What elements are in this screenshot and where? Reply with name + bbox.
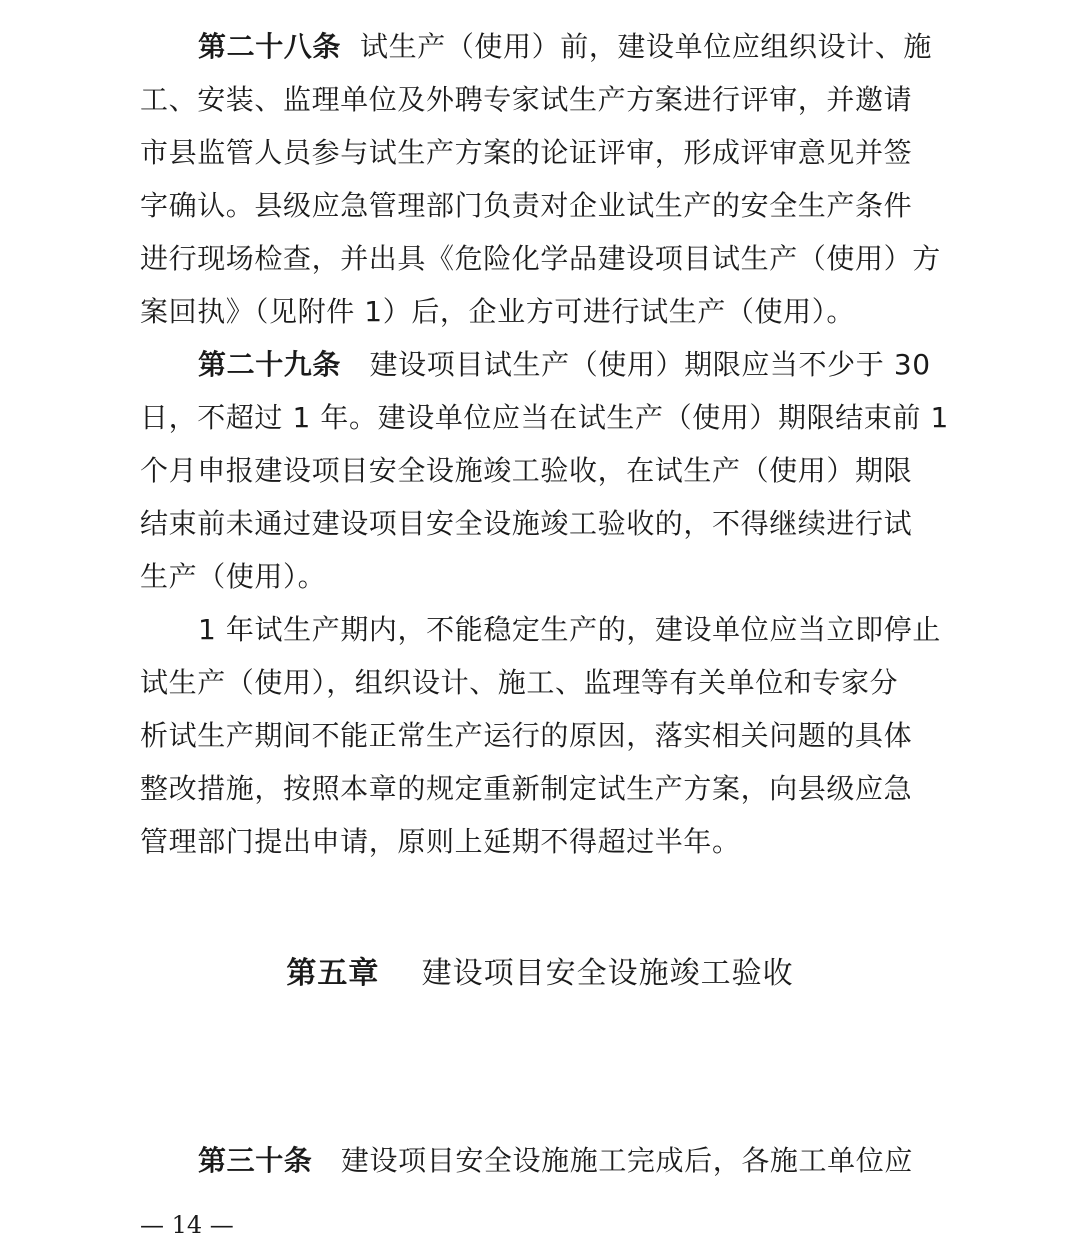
article-29-label: 第二十九条 — [198, 348, 342, 381]
article-28-text-1: 试生产（使用）前，建设单位应组织设计、施 — [360, 30, 933, 63]
trial-paragraph-line-4: 整改措施，按照本章的规定重新制定试生产方案，向县级应急 — [140, 772, 913, 805]
article-28-line-1 — [198, 30, 932, 64]
article-29-line-5: 生产（使用）。 — [140, 560, 327, 593]
article-29-line-4: 结束前未通过建设项目安全设施竣工验收的，不得继续进行试 — [140, 507, 913, 540]
article-28-line-2: 工、安装、监理单位及外聘专家试生产方案进行评审，并邀请 — [140, 83, 913, 116]
article-30-line-1 — [198, 1144, 913, 1178]
article-28-line-5: 进行现场检查，并出具《危险化学品建设项目试生产（使用）方 — [140, 242, 941, 275]
article-29-line-2: 日，不超过 1 年。建设单位应当在试生产（使用）期限结束前 1 — [140, 401, 949, 434]
chapter-heading — [0, 955, 1080, 993]
chapter-title: 建设项目安全设施竣工验收 — [421, 956, 794, 991]
trial-paragraph-line-3: 析试生产期间不能正常生产运行的原因，落实相关问题的具体 — [140, 719, 913, 752]
article-28-label: 第二十八条 — [198, 30, 342, 63]
trial-paragraph-line-5: 管理部门提出申请，原则上延期不得超过半年。 — [140, 825, 741, 858]
article-28-line-4: 字确认。县级应急管理部门负责对企业试生产的安全生产条件 — [140, 189, 913, 222]
trial-paragraph-line-2: 试生产（使用），组织设计、施工、监理等有关单位和专家分 — [140, 666, 899, 699]
page-number: — 14 — — [140, 1211, 234, 1239]
trial-paragraph-line-1: 1 年试生产期内，不能稳定生产的，建设单位应当立即停止 — [198, 613, 941, 646]
article-29-line-1 — [198, 348, 931, 382]
article-29-line-3: 个月申报建设项目安全设施竣工验收，在试生产（使用）期限 — [140, 454, 913, 487]
article-30-label: 第三十条 — [198, 1144, 313, 1177]
article-28-line-6: 案回执》（见附件 1）后，企业方可进行试生产（使用）。 — [140, 295, 855, 328]
article-29-text-1: 建设项目试生产（使用）期限应当不少于 30 — [369, 348, 931, 381]
chapter-label: 第五章 — [286, 956, 380, 991]
article-30-text-1: 建设项目安全设施施工完成后，各施工单位应 — [340, 1144, 913, 1177]
article-28-line-3: 市县监管人员参与试生产方案的论证评审，形成评审意见并签 — [140, 136, 913, 169]
